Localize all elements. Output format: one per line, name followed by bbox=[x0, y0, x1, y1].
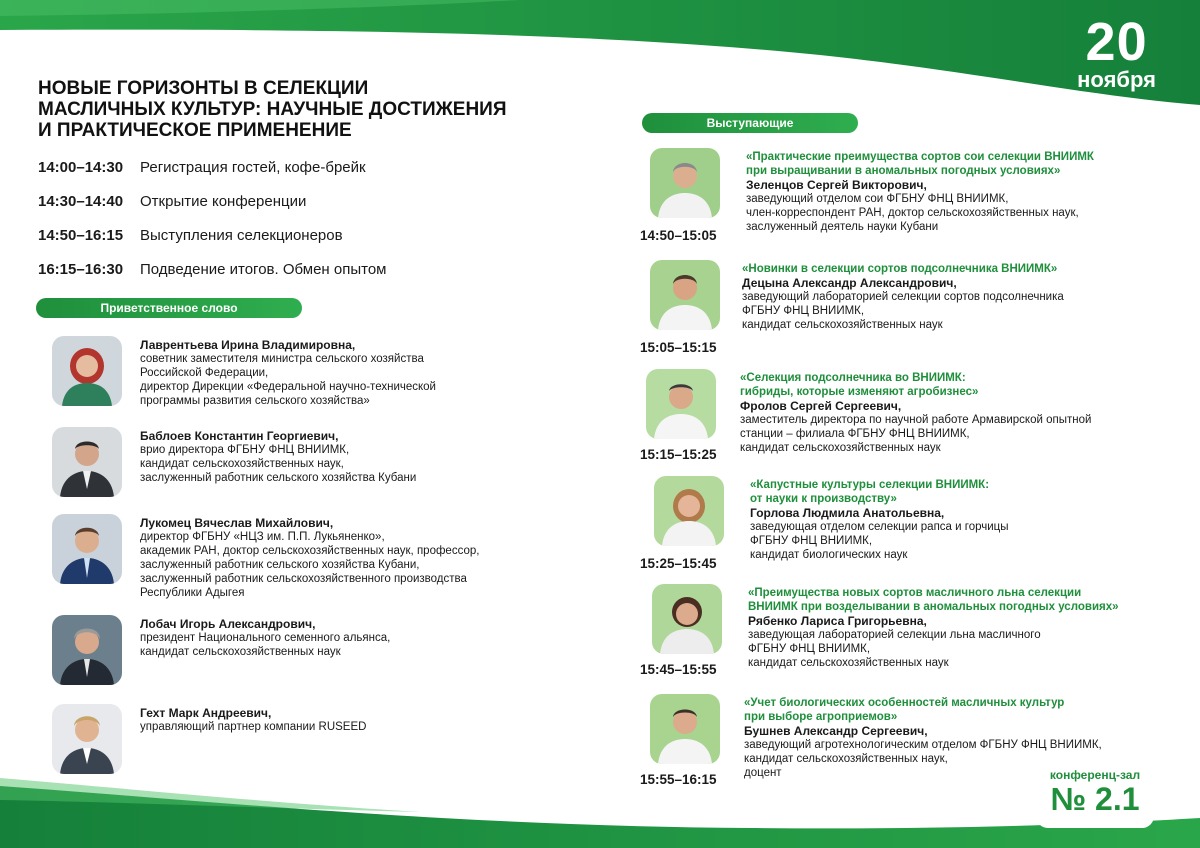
speaker-desc: заведующая отделом селекции рапса и горчицы bbox=[750, 521, 1009, 533]
schedule-text: Открытие конференции bbox=[140, 193, 307, 210]
date-month: ноября bbox=[1077, 67, 1156, 92]
person-name: Лобач Игорь Александрович, bbox=[140, 617, 316, 631]
speaker-desc: заслуженный деятель науки Кубани bbox=[746, 221, 939, 233]
bottom-wave-decoration bbox=[0, 778, 1200, 848]
schedule-text: Выступления селекционеров bbox=[140, 227, 343, 244]
speaker-topic: «Практические преимущества сортов сои селекции ВНИИМК bbox=[746, 151, 1094, 163]
schedule-row bbox=[38, 227, 598, 261]
speaker-desc: заведующий агротехнологическим отделом ФГБНУ ФНЦ ВНИИМК, bbox=[744, 739, 1102, 751]
schedule-time: 16:15–16:30 bbox=[38, 261, 124, 278]
speaker-time: 14:50–15:05 bbox=[640, 228, 717, 243]
speaker-photo bbox=[646, 369, 716, 439]
speakers-section-label: Выступающие bbox=[642, 113, 858, 133]
speaker-time: 15:15–15:25 bbox=[640, 447, 717, 462]
schedule bbox=[38, 159, 598, 295]
speaker-desc: кандидат сельскохозяйственных наук, bbox=[744, 753, 948, 765]
person-desc: заслуженный работник сельскохозяйственного производства bbox=[140, 573, 467, 585]
person-name: Лаврентьева Ирина Владимировна, bbox=[140, 338, 356, 352]
speaker-desc: кандидат сельскохозяйственных наук bbox=[748, 657, 949, 669]
speaker-desc: кандидат сельскохозяйственных наук bbox=[740, 442, 941, 454]
speaker-time: 15:45–15:55 bbox=[640, 662, 717, 677]
speaker-desc: заместитель директора по научной работе Армавирской опытной bbox=[740, 414, 1092, 426]
schedule-row bbox=[38, 261, 598, 295]
speaker-name: Рябенко Лариса Григорьевна, bbox=[748, 614, 927, 628]
speaker-desc: ФГБНУ ФНЦ ВНИИМК, bbox=[748, 643, 871, 655]
person-desc: заслуженный работник сельского хозяйства Кубани, bbox=[140, 559, 420, 571]
person-photo bbox=[52, 615, 122, 685]
speaker-photo bbox=[650, 260, 720, 330]
schedule-time: 14:30–14:40 bbox=[38, 193, 124, 210]
person-name: Баблоев Константин Георгиевич, bbox=[140, 429, 339, 443]
speaker-topic: от науки к производству» bbox=[750, 493, 897, 505]
speaker-topic: «Селекция подсолнечника во ВНИИМК: bbox=[740, 372, 966, 384]
person-photo bbox=[52, 427, 122, 497]
speaker-desc: ФГБНУ ФНЦ ВНИИМК, bbox=[750, 535, 873, 547]
speaker-desc: кандидат сельскохозяйственных наук bbox=[742, 319, 943, 331]
speaker-name: Децына Александр Александрович, bbox=[742, 276, 957, 290]
person-photo bbox=[52, 514, 122, 584]
speaker-topic: «Преимущества новых сортов масличного льна селекции bbox=[748, 587, 1082, 599]
person-desc: Республики Адыгея bbox=[140, 587, 245, 599]
schedule-row bbox=[38, 193, 598, 227]
hall-label: конференц-зал bbox=[1049, 768, 1141, 782]
event-date bbox=[1077, 14, 1156, 90]
speaker-photo bbox=[650, 694, 720, 764]
speaker-time: 15:05–15:15 bbox=[640, 340, 717, 355]
person-desc: программы развития сельского хозяйства» bbox=[140, 395, 370, 407]
speaker-time: 15:25–15:45 bbox=[640, 556, 717, 571]
person-desc: директор Дирекции «Федеральной научно-технической bbox=[140, 381, 436, 393]
schedule-time: 14:50–16:15 bbox=[38, 227, 124, 244]
speaker-name: Горлова Людмила Анатольевна, bbox=[750, 506, 945, 520]
person-desc: директор ФГБНУ «НЦЗ им. П.П. Лукьяненко», bbox=[140, 531, 385, 543]
speaker-desc: член-корреспондент РАН, доктор сельскохозяйственных наук, bbox=[746, 207, 1079, 219]
title-line: НОВЫЕ ГОРИЗОНТЫ В СЕЛЕКЦИИ bbox=[38, 78, 369, 99]
speaker-desc: кандидат биологических наук bbox=[750, 549, 908, 561]
speaker-photo bbox=[652, 584, 722, 654]
person-photo bbox=[52, 704, 122, 774]
speaker-topic: ВНИИМК при возделывании в аномальных погодных условиях» bbox=[748, 601, 1119, 613]
person-desc: Российской Федерации, bbox=[140, 367, 269, 379]
date-day: 20 bbox=[1085, 12, 1148, 72]
speaker-desc: ФГБНУ ФНЦ ВНИИМК, bbox=[742, 305, 865, 317]
person-desc: советник заместителя министра сельского хозяйства bbox=[140, 353, 424, 365]
person-desc: кандидат сельскохозяйственных наук bbox=[140, 646, 341, 658]
speaker-topic: при выращивании в аномальных погодных условиях» bbox=[746, 165, 1061, 177]
schedule-time: 14:00–14:30 bbox=[38, 159, 124, 176]
speaker-desc: станции – филиала ФГБНУ ФНЦ ВНИИМК, bbox=[740, 428, 970, 440]
schedule-text: Регистрация гостей, кофе-брейк bbox=[140, 159, 366, 176]
speaker-topic: при выборе агроприемов» bbox=[744, 711, 898, 723]
speaker-desc: доцент bbox=[744, 767, 782, 779]
person-desc: врио директора ФГБНУ ФНЦ ВНИИМК, bbox=[140, 444, 350, 456]
speaker-topic: «Новинки в селекции сортов подсолнечника ВНИИМК» bbox=[742, 263, 1058, 275]
person-photo bbox=[52, 336, 122, 406]
schedule-text: Подведение итогов. Обмен опытом bbox=[140, 261, 387, 278]
schedule-row bbox=[38, 159, 598, 193]
speaker-photo bbox=[654, 476, 724, 546]
speaker-name: Фролов Сергей Сергеевич, bbox=[740, 399, 902, 413]
speaker-time: 15:55–16:15 bbox=[640, 772, 717, 787]
page-title bbox=[38, 78, 598, 141]
speaker-desc: заведующая лабораторией селекции льна масличного bbox=[748, 629, 1041, 641]
speaker-topic: «Капустные культуры селекции ВНИИМК: bbox=[750, 479, 990, 491]
speaker-name: Зеленцов Сергей Викторович, bbox=[746, 178, 927, 192]
speaker-topic: «Учет биологических особенностей масличных культур bbox=[744, 697, 1065, 709]
title-line: МАСЛИЧНЫХ КУЛЬТУР: НАУЧНЫЕ ДОСТИЖЕНИЯ bbox=[38, 99, 507, 120]
person-name: Гехт Марк Андреевич, bbox=[140, 706, 272, 720]
person-desc: управляющий партнер компании RUSEED bbox=[140, 721, 367, 733]
greeting-section-label: Приветственное слово bbox=[36, 298, 302, 318]
speaker-desc: заведующий лабораторией селекции сортов подсолнечника bbox=[742, 291, 1064, 303]
person-desc: президент Национального семенного альянса, bbox=[140, 632, 391, 644]
person-desc: академик РАН, доктор сельскохозяйственных наук, профессор, bbox=[140, 545, 480, 557]
conference-hall-badge bbox=[1036, 760, 1154, 828]
person-desc: заслуженный работник сельского хозяйства Кубани bbox=[140, 472, 417, 484]
speaker-desc: заведующий отделом сои ФГБНУ ФНЦ ВНИИМК, bbox=[746, 193, 1009, 205]
person-name: Лукомец Вячеслав Михайлович, bbox=[140, 516, 334, 530]
title-line: И ПРАКТИЧЕСКОЕ ПРИМЕНЕНИЕ bbox=[38, 120, 352, 141]
speaker-topic: гибриды, которые изменяют агробизнес» bbox=[740, 386, 979, 398]
hall-number: № 2.1 bbox=[1050, 781, 1140, 817]
speaker-photo bbox=[650, 148, 720, 218]
person-desc: кандидат сельскохозяйственных наук, bbox=[140, 458, 344, 470]
speaker-name: Бушнев Александр Сергеевич, bbox=[744, 724, 928, 738]
